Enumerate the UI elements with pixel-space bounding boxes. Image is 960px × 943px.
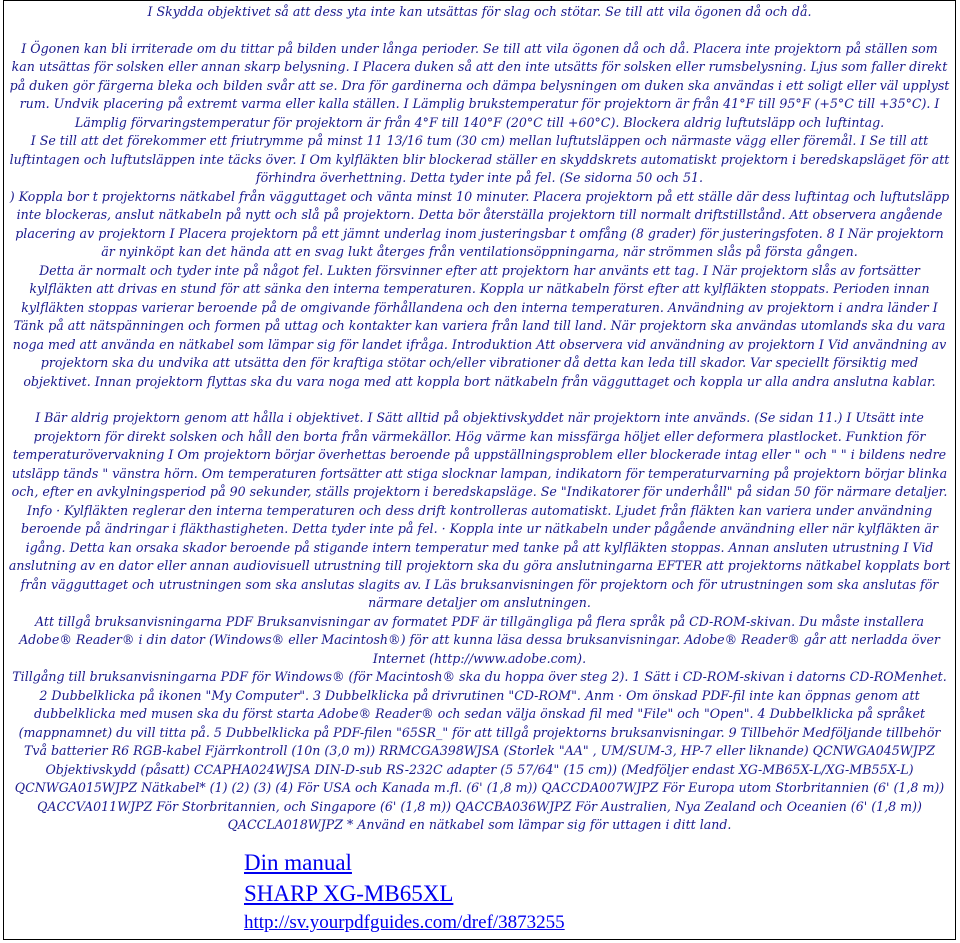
paragraph-2: I Ögonen kan bli irriterade om du tittar på bilden under långa perioder. Se till att vila ögonen då och då. Placera inte projektorn på ställen som kan utsättas för solsken eller annan skarp belysning. I Placera duken så att den inte utsätts för solsken eller rumsbelysning. Ljus som faller direkt på duken gör färgerna bleka och bilden svår att se. Dra för gardinerna och dämpa belysningen om duken ska användas i ett soligt eller väl upplyst rum. Undvik placering på extremt varma eller kalla ställen. I Lämplig brukstemperatur för projektorn är från 41°F till 95°F (+5°C till +35°C). I Lämplig förvaringstemperatur för projektorn är från 4°F till 140°F (20°C till +60°C). Blockera aldrig luftutsläpp och luftintag. <box>9 40 950 130</box>
document-body <box>8 3 951 835</box>
paragraph-4: ) Koppla bor t projektorns nätkabel från vägguttaget och vänta minst 10 minuter. Placera projektorn på ett ställe där dess luftintag och luftutsläpp inte blockeras, anslut nätkabeln på nytt och slå på projektorn. Detta bör återställa projektorn till normalt driftstillstånd. Att observera angående placering av projektorn I Placera projektorn på ett jämnt underlag inom justeringsbar t omfång (8 grader) för justeringsfoten. 8 I När projektorn är nyinköpt kan det hända att en svag lukt återges från ventilationsöppningarna, när strömmen slås på första gången. <box>9 188 950 259</box>
paragraph-1: I Skydda objektivet så att dess yta inte kan utsättas för slag och stötar. Se till att vila ögonen då och då. <box>147 4 812 19</box>
paragraph-6: I Bär aldrig projektorn genom att hålla i objektivet. I Sätt alltid på objektivskyddet när projektorn inte används. (Se sidan 11.) I Utsätt inte projektorn för direkt solsken och håll den borta från värmekällor. Hög värme kan missfärga höljet eller deformera plastlocket. Funktion för temperaturövervakning I Om projektorn börjar överhettas beroende på uppställningsproblem eller blockerade intag eller " och " " i bildens nedre utsläpp tänds " vänstra hörn. Om temperaturen fortsätter att stiga slocknar lampan, indikatorn för temperaturvarning på projektorn börjar blinka och, efter en avkylningsperiod på 90 sekunder, ställs projektorn i beredskapsläge. Se "Indikatorer för underhåll" på sidan 50 för närmare detaljer. Info · Kylfläkten reglerar den interna temperaturen och dess drift kontrolleras automatiskt. Ljudet från fläkten kan variera under användning beroende på ändringar i fläkthastigheten. Detta tyder inte på fel. · Koppla inte ur nätkabeln under pågående användning eller när kylfläkten är igång. Detta kan orsaka skador beroende på stigande intern temperatur med tanke på att kylfläkten stoppas. Annan ansluten utrustning I Vid anslutning av en dator eller annan audiovisuell utrustning till projektorn ska du göra anslutningarna EFTER att projektorns nätkabel kopplats bort från vägguttaget och utrustningen som ska anslutas slagits av. I Läs bruksanvisningen för projektorn och för utrustningen som ska anslutas för närmare detaljer om anslutningen. <box>8 410 951 610</box>
paragraph-8: Tillgång till bruksanvisningarna PDF för Windows® (för Macintosh® ska du hoppa över steg 2). 1 Sätt i CD-ROM-skivan i datorns CD-ROMenhet. 2 Dubbelklicka på ikonen "My Computer". 3 Dubbelklicka på drivrutinen "CD-ROM". Anm · Om önskad PDF-fil inte kan öppnas genom att dubbelklicka med musen ska du först starta Adobe® Reader® och sedan välja önskad fil med "File" och "Open". 4 Dubbelklicka på språket (mappnamnet) du vill titta på. 5 Dubbelklicka på PDF-filen "65SR_" för att tillgå projektorns bruksanvisningar. 9 Tillbehör Medföljande tillbehör Två batterier R6 RGB-kabel Fjärrkontroll (10n (3,0 m)) RRMCGA398WJSA (Storlek "AA" , UM/SUM-3, HP-7 eller liknande) QCNWGA045WJPZ Objektivskydd (påsatt) CCAPHA024WJSA DIN-D-sub RS-232C adapter (5 57/64" (15 cm)) (Medföljer endast XG-MB65X-L/XG-MB55X-L) QCNWGA015WJPZ Nätkabel* (1) (2) (3) (4) För USA och Kanada m.fl. (6' (1,8 m)) QACCDA007WJPZ För Europa utom Storbritannien (6' (1,8 m)) QACCVA011WJPZ För Storbritannien, och Singapore (6' (1,8 m)) QACCBA036WJPZ För Australien, Nya Zealand och Oceanien (6' (1,8 m)) QACCLA018WJPZ * Använd en nätkabel som lämpar sig för uttagen i ditt land. <box>12 669 947 832</box>
manual-url-link[interactable]: http://sv.yourpdfguides.com/dref/3873255 <box>244 912 565 933</box>
document-frame <box>3 0 956 940</box>
paragraph-3: I Se till att det förekommer ett friutrymme på minst 11 13/16 tum (30 cm) mellan luftutsläppen och närmaste vägg eller föremål. I Se till att luftintagen och luftutsläppen inte täcks över. I Om kylfläkten blir blockerad ställer en skyddskrets automatiskt projektorn i beredskapsläget för att förhindra överhettning. Detta tyder inte på fel. (Se sidorna 50 och 51. <box>9 133 950 185</box>
manual-link[interactable]: Din manual <box>244 850 352 875</box>
footer-links <box>244 847 565 936</box>
product-link[interactable]: SHARP XG-MB65XL <box>244 881 454 906</box>
paragraph-5: Detta är normalt och tyder inte på något fel. Lukten försvinner efter att projektorn har använts ett tag. I När projektorn slås av fortsätter kylfläkten att drivas en stund för att sänka den interna temperaturen. Koppla ur nätkabeln först efter att kylfläkten stoppats. Perioden innan kylfläkten stoppas varierar beroende på de omgivande förhållandena och den interna temperaturen. Användning av projektorn i andra länder I Tänk på att nätspänningen och formen på uttag och kontakter kan variera från land till land. När projektorn ska användas utomlands ska du vara noga med att använda en nätkabel som lämpar sig för landet ifråga. Introduktion Att observera vid användning av projektorn I Vid användning av projektorn ska du undvika att utsätta den för kraftiga stötar och/eller vibrationer då detta kan leda till skador. Var speciellt försiktig med objektivet. Innan projektorn flyttas ska du vara noga med att koppla bort nätkabeln från vägguttaget och koppla ur alla andra anslutna kablar. <box>12 262 947 389</box>
paragraph-7: Att tillgå bruksanvisningarna PDF Bruksanvisningar av formatet PDF är tillgängliga på flera språk på CD-ROM-skivan. Du måste installera Adobe® Reader® i din dator (Windows® eller Macintosh®) för att kunna läsa dessa bruksanvisningar. Adobe® Reader® går att nerladda över Internet (http://www.adobe.com). <box>19 613 940 666</box>
